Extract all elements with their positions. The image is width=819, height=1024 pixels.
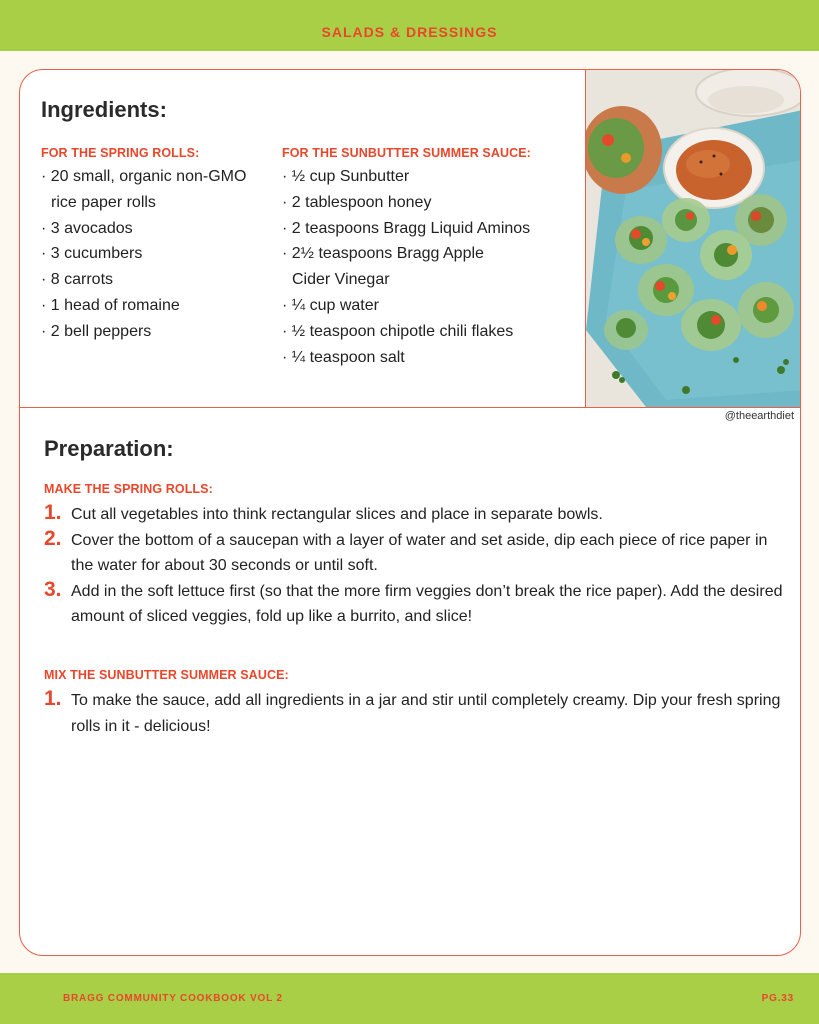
step-number: 1. (44, 687, 62, 710)
list-item: · ½ teaspoon chipotle chili flakes (282, 319, 572, 345)
mix-sauce-steps (44, 688, 784, 739)
list-item: · ½ cup Sunbutter (282, 164, 572, 190)
step-item (44, 528, 784, 579)
list-item: · 2 teaspoons Bragg Liquid Aminos (282, 216, 572, 242)
list-item: · 8 carrots (41, 267, 273, 293)
list-item: · 2 tablespoon honey (282, 190, 572, 216)
list-item: · 3 cucumbers (41, 241, 273, 267)
list-item: · 3 avocados (41, 216, 273, 242)
spring-rolls-photo (585, 70, 801, 407)
step-item (44, 502, 784, 528)
step-number: 3. (44, 577, 62, 601)
step-text: Cover the bottom of a saucepan with a layer of water and set aside, dip each piece of rice paper in the water for about 30 seconds or until soft. (71, 531, 768, 574)
header-band (0, 0, 819, 51)
step-text: To make the sauce, add all ingredients in a jar and stir until completely creamy. Dip your fresh spring rolls in it - delicious! (71, 692, 781, 735)
step-item (44, 579, 784, 630)
list-item: · ¼ teaspoon salt (282, 345, 572, 371)
step-item (44, 688, 784, 739)
list-item: · 20 small, organic non-GMO rice paper rolls (41, 164, 273, 216)
list-item: · ¼ cup water (282, 293, 572, 319)
sauce-list (282, 164, 572, 370)
list-item: · 1 head of romaine (41, 293, 273, 319)
step-text: Add in the soft lettuce first (so that the more firm veggies don’t break the rice paper). Add the desired amount of sliced veggies, fold up like a burrito, and slice! (71, 582, 783, 625)
spring-rolls-heading: FOR THE SPRING ROLLS: (41, 146, 200, 160)
recipe-card (19, 69, 801, 956)
ingredients-title: Ingredients: (41, 97, 167, 122)
section-title: SALADS & DRESSINGS (321, 23, 498, 40)
spring-rolls-list (41, 164, 273, 345)
book-title: BRAGG COMMUNITY COOKBOOK VOL 2 (63, 993, 283, 1004)
step-number: 1. (44, 501, 62, 524)
step-text: Cut all vegetables into think rectangular slices and place in separate bowls. (71, 506, 603, 523)
list-item: · 2½ teaspoons Bragg Apple Cider Vinegar (282, 241, 512, 293)
make-rolls-steps (44, 502, 784, 630)
step-number: 2. (44, 526, 62, 550)
footer-band (0, 973, 819, 1024)
make-rolls-heading: MAKE THE SPRING ROLLS: (44, 482, 213, 496)
list-item: · 2 bell peppers (41, 319, 273, 345)
spring-rolls-image (586, 70, 801, 407)
mix-sauce-heading: MIX THE SUNBUTTER SUMMER SAUCE: (44, 668, 289, 682)
page-number: PG.33 (761, 993, 794, 1004)
preparation-title: Preparation: (44, 436, 174, 461)
photo-credit: @theearthdiet (724, 410, 794, 422)
sauce-heading: FOR THE SUNBUTTER SUMMER SAUCE: (282, 146, 531, 160)
section-divider (20, 407, 801, 408)
